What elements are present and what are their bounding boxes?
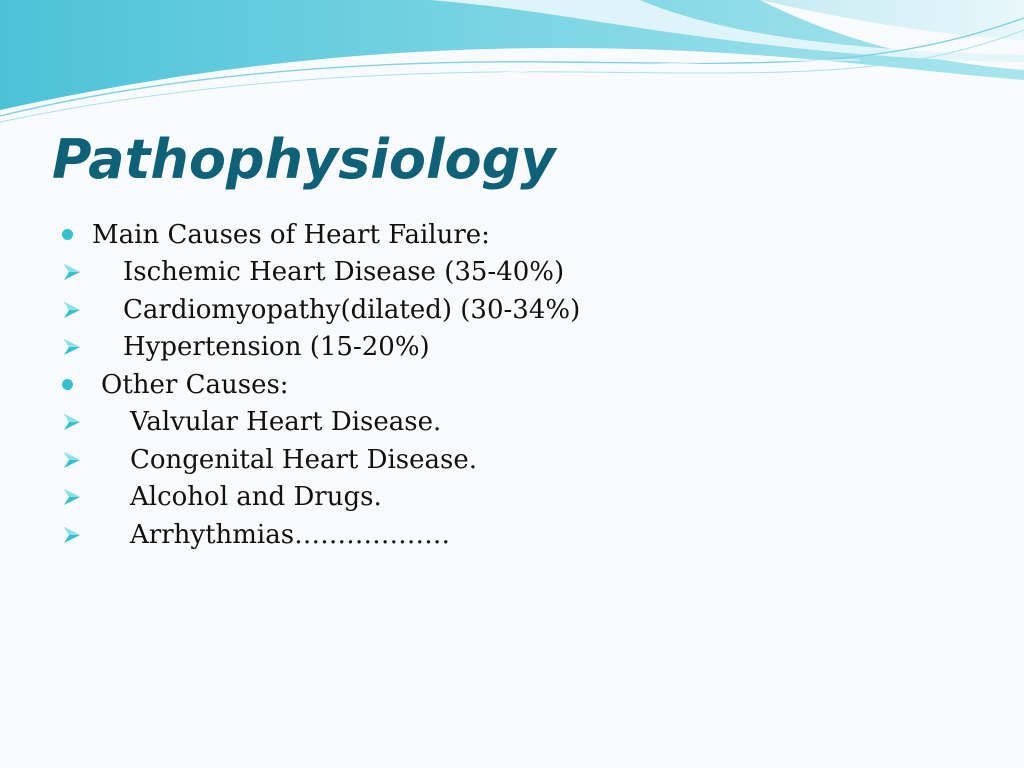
sub-bullet-text: Ischemic Heart Disease (35-40%)	[123, 257, 565, 288]
arrowhead-bullet-icon	[61, 449, 83, 471]
arrowhead-bullet-icon	[61, 524, 83, 546]
arrowhead-bullet-icon	[61, 299, 83, 321]
slide-title: Pathophysiology	[52, 128, 556, 191]
bullet-text: Main Causes of Heart Failure:	[92, 219, 490, 250]
circle-bullet-icon	[62, 379, 73, 390]
circle-bullet-icon	[62, 229, 73, 240]
sub-bullet-text: Hypertension (15-20%)	[123, 332, 430, 363]
sub-bullet-item	[60, 516, 580, 554]
sub-bullet-text: Cardiomyopathy(dilated) (30-34%)	[123, 294, 581, 325]
bullet-item	[60, 216, 580, 254]
sub-bullet-item	[60, 254, 580, 292]
sub-bullet-item	[60, 441, 580, 479]
header-wave-decoration	[0, 0, 1024, 130]
bullet-list	[60, 216, 580, 554]
arrowhead-bullet-icon	[61, 486, 83, 508]
sub-bullet-text: Congenital Heart Disease.	[130, 444, 478, 475]
arrowhead-bullet-icon	[61, 411, 83, 433]
sub-bullet-item	[60, 291, 580, 329]
arrowhead-bullet-icon	[61, 261, 83, 283]
sub-bullet-item	[60, 329, 580, 367]
arrowhead-bullet-icon	[61, 336, 83, 358]
sub-bullet-item	[60, 479, 580, 517]
sub-bullet-item	[60, 404, 580, 442]
sub-bullet-text: Arrhythmias………………	[130, 519, 451, 550]
sub-bullet-text: Valvular Heart Disease.	[130, 407, 442, 438]
bullet-item	[60, 366, 580, 404]
sub-bullet-text: Alcohol and Drugs.	[130, 482, 382, 513]
bullet-text: Other Causes:	[101, 369, 289, 400]
